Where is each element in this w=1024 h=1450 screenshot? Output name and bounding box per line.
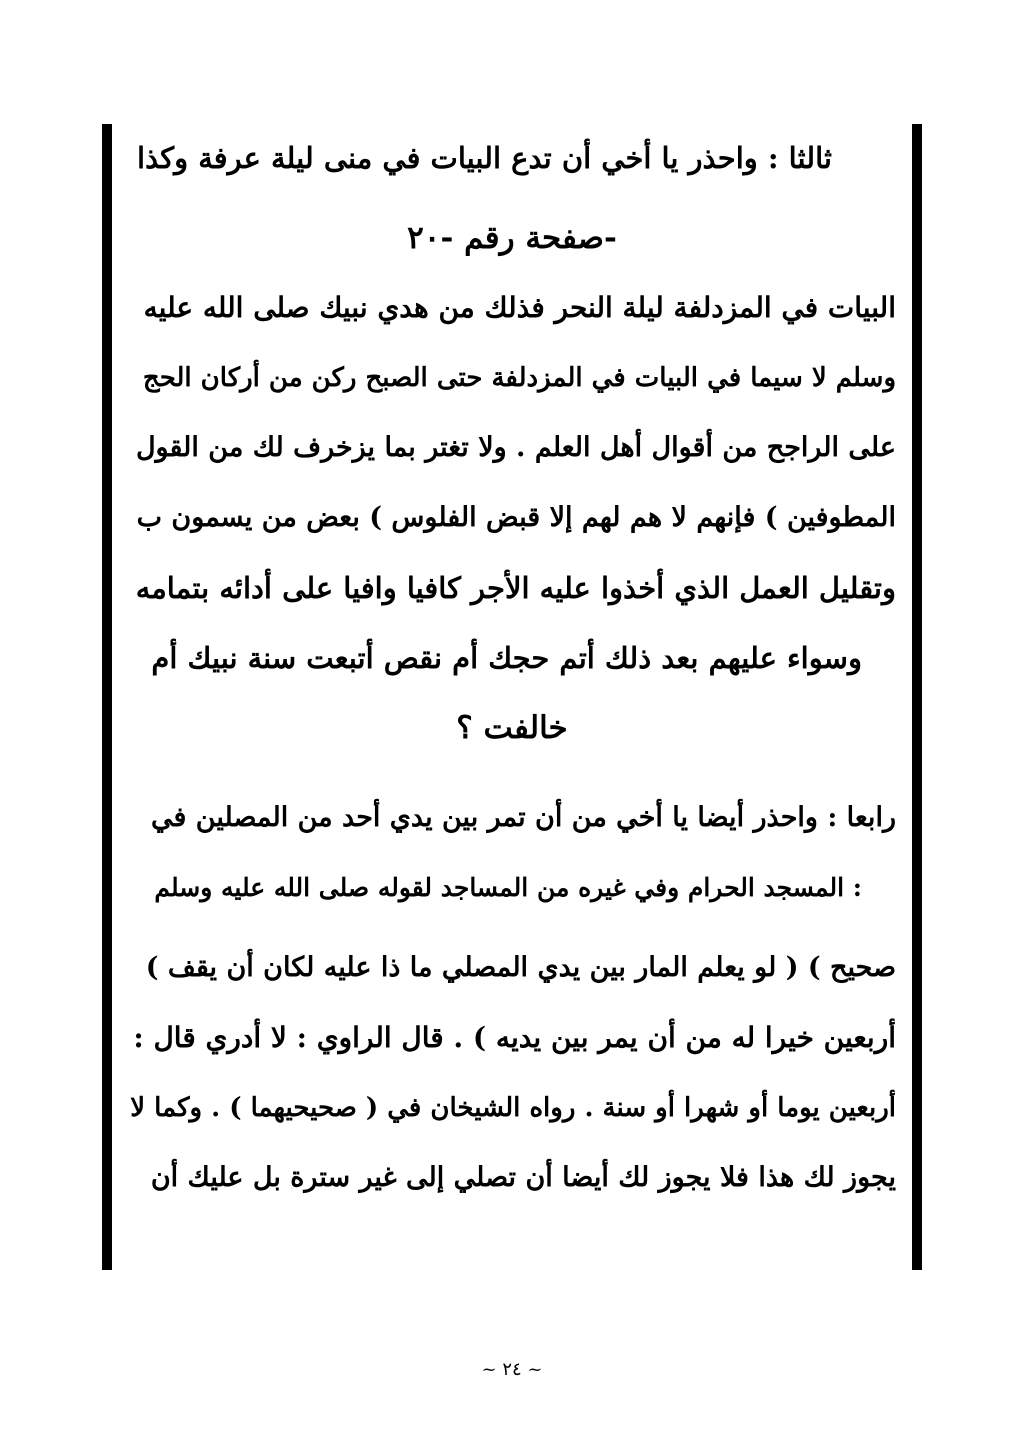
right-border-rule [912, 124, 922, 1270]
text-line-4: وسلم لا سيما في البيات في المزدلفة حتى الصبح ركن من أركان الحج [142, 363, 896, 393]
text-line-5: على الراجح من أقوال أهل العلم . ولا تغتر بما يزخرف لك من القول [135, 432, 896, 463]
text-line-1: ثالثا : واحذر يا أخي أن تدع البيات في منى ليلة عرفة وكذا [137, 141, 832, 175]
left-border-rule [102, 124, 112, 1270]
page-reference-line: -صفحة رقم -٢٠ [407, 220, 617, 256]
text-line-6: المطوفين ) فإنهم لا هم لهم إلا قبض الفلوس ) بعض من يسمون ب [136, 502, 896, 533]
text-line-3: البيات في المزدلفة ليلة النحر فذلك من هدي نبيك صلى الله عليه [143, 291, 896, 324]
text-line-12: صحيح ) ( لو يعلم المار بين يدي المصلي ما ذا عليه لكان أن يقف ) [145, 952, 896, 983]
text-line-15: يجوز لك هذا فلا يجوز لك أيضا أن تصلي إلى غير سترة بل عليك أن [150, 1162, 896, 1193]
text-line-8: وسواء عليهم بعد ذلك أتم حجك أم نقص أتبعت سنة نبيك أم [151, 641, 862, 675]
text-line-11: : المسجد الحرام وفي غيره من المساجد لقوله صلى الله عليه وسلم [154, 873, 862, 902]
page-number: ~ ٢٤ ~ [481, 1359, 543, 1380]
text-line-7: وتقليل العمل الذي أخذوا عليه الأجر كافيا وافيا على أدائه بتمامه [135, 571, 896, 605]
text-line-9: خالفت ؟ [456, 710, 568, 746]
text-line-14: أربعين يوما أو شهرا أو سنة . رواه الشيخان في ( صحيحيهما ) . وكما لا [130, 1093, 896, 1123]
text-line-13: أربعين خيرا له من أن يمر بين يديه ) . قال الراوي : لا أدري قال : [133, 1021, 896, 1054]
text-line-10: رابعا : واحذر أيضا يا أخي من أن تمر بين يدي أحد من المصلين في [151, 802, 896, 833]
page-frame [102, 124, 922, 1270]
